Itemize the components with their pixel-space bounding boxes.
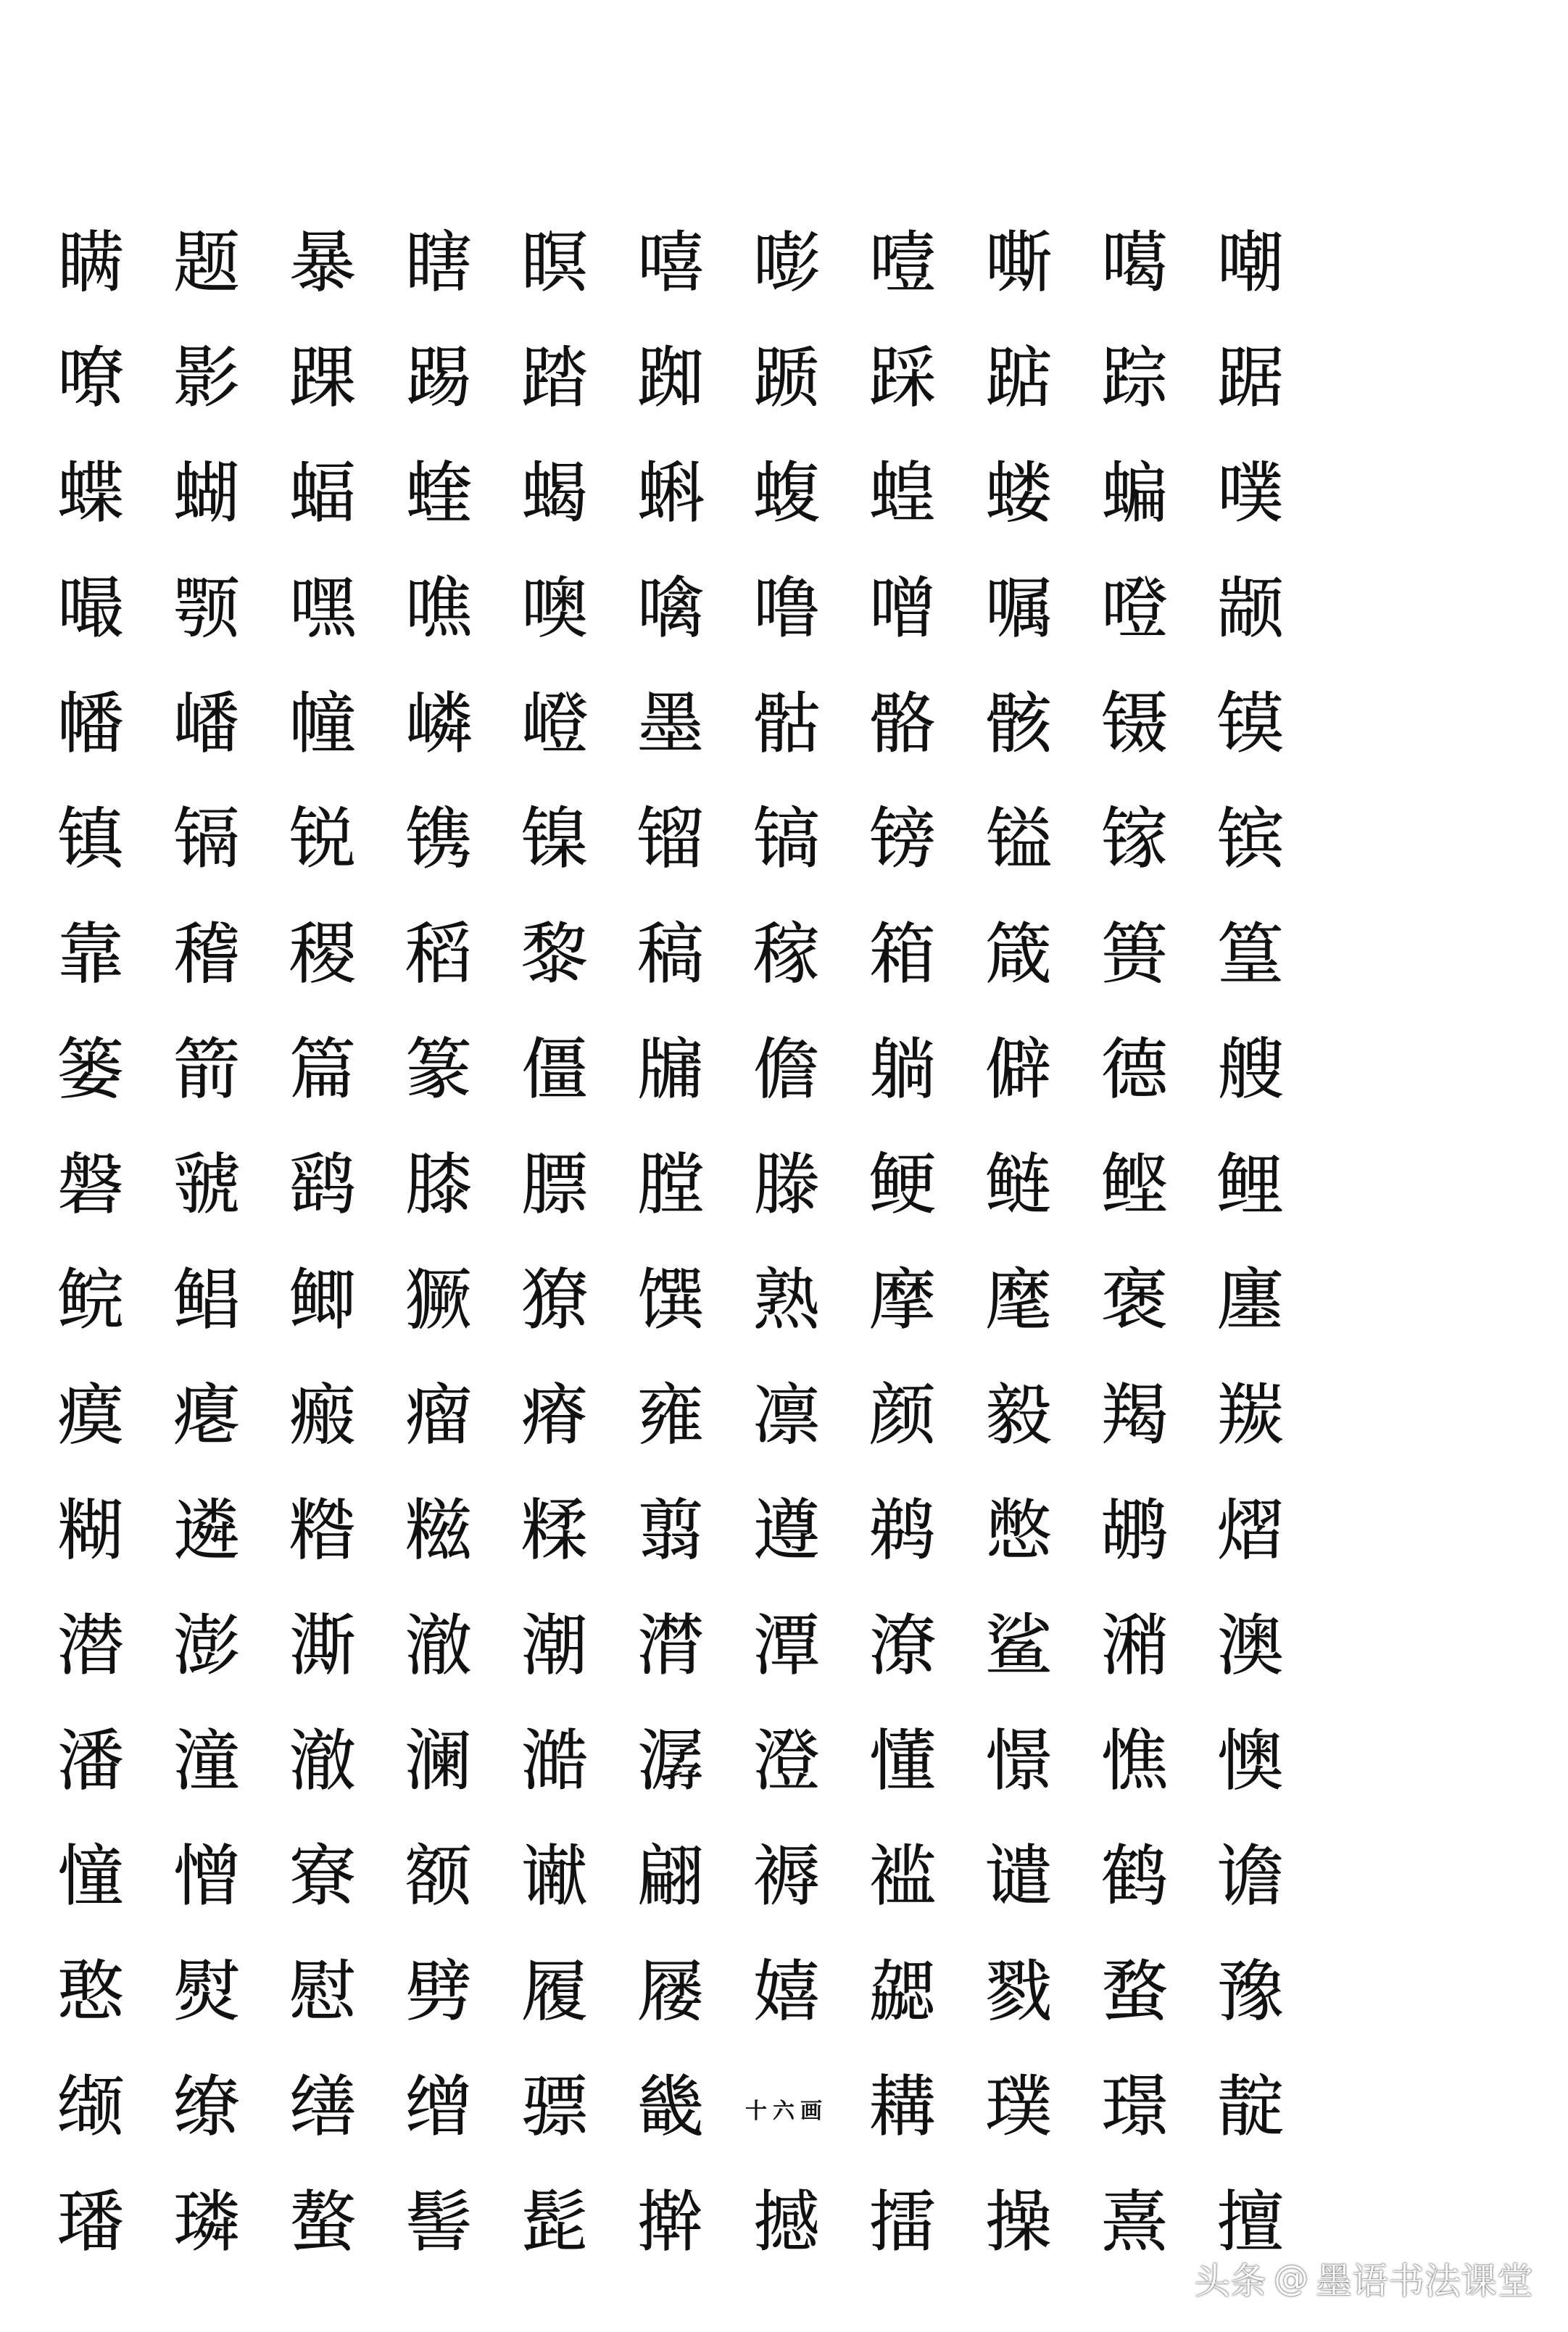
character-cell: 镍 — [520, 800, 588, 878]
character-row — [33, 1127, 1308, 1242]
character-cell: 屦 — [636, 1952, 704, 2030]
watermark-prefix: 头条 — [1194, 2260, 1266, 2302]
character-cell: 踮 — [984, 339, 1052, 417]
character-cell: 鲳 — [173, 1261, 240, 1339]
character-cell: 璠 — [57, 2183, 124, 2261]
character-cell: 糌 — [289, 1491, 356, 1569]
character-cell: 擀 — [636, 2183, 704, 2261]
character-cell: 蝮 — [752, 454, 820, 532]
character-cell: 麾 — [984, 1261, 1052, 1339]
character-cell: 摩 — [868, 1261, 936, 1339]
character-cell: 澎 — [173, 1606, 240, 1685]
character-cell: 潺 — [636, 1722, 704, 1800]
character-cell: 褒 — [1100, 1261, 1168, 1339]
character-cell: 澜 — [405, 1722, 472, 1800]
character-cell: 题 — [173, 223, 240, 302]
character-cell: 踢 — [405, 339, 472, 417]
character-cell: 篇 — [289, 1030, 356, 1108]
character-cell: 踪 — [1100, 339, 1168, 417]
character-row — [33, 551, 1308, 666]
character-cell: 噍 — [405, 569, 472, 647]
character-cell: 骸 — [984, 684, 1052, 763]
character-cell: 凛 — [752, 1376, 820, 1454]
watermark-account: 墨语书法课堂 — [1316, 2260, 1533, 2302]
character-row — [33, 666, 1308, 781]
character-row — [33, 1819, 1308, 1934]
character-cell: 黎 — [520, 915, 588, 993]
character-cell: 羰 — [1216, 1376, 1284, 1454]
character-cell: 僵 — [520, 1030, 588, 1108]
character-cell: 瘢 — [289, 1376, 356, 1454]
character-cell: 鹈 — [868, 1491, 936, 1569]
character-row — [33, 1473, 1308, 1588]
character-cell: 镏 — [636, 800, 704, 878]
character-cell: 镐 — [752, 800, 820, 878]
character-cell: 镓 — [1100, 800, 1168, 878]
character-cell: 懊 — [1216, 1722, 1284, 1800]
character-row — [33, 1012, 1308, 1127]
character-cell: 澈 — [289, 1722, 356, 1800]
character-cell: 踝 — [289, 339, 356, 417]
character-cell: 膛 — [636, 1145, 704, 1224]
character-cell: 戮 — [984, 1952, 1052, 2030]
character-cell: 嘹 — [57, 339, 124, 417]
character-cell: 篑 — [1100, 915, 1168, 993]
character-cell: 稻 — [405, 915, 472, 993]
character-cell: 嘭 — [752, 223, 820, 302]
character-cell: 噢 — [520, 569, 588, 647]
character-row — [33, 1358, 1308, 1473]
character-cell: 篓 — [57, 1030, 124, 1108]
character-cell: 锐 — [289, 800, 356, 878]
character-cell: 镔 — [1216, 800, 1284, 878]
character-cell: 嘻 — [636, 223, 704, 302]
character-cell: 憔 — [1100, 1722, 1168, 1800]
character-cell: 踞 — [1216, 339, 1284, 417]
character-cell: 稼 — [752, 915, 820, 993]
character-cell: 懂 — [868, 1722, 936, 1800]
character-cell: 鲠 — [868, 1145, 936, 1224]
character-cell: 骼 — [868, 684, 936, 763]
character-cell: 潲 — [1100, 1606, 1168, 1685]
character-cell: 颚 — [173, 569, 240, 647]
character-cell: 熹 — [1100, 2183, 1168, 2261]
character-cell: 瘠 — [520, 1376, 588, 1454]
character-cell: 噗 — [1216, 454, 1284, 532]
character-cell: 糅 — [520, 1491, 588, 1569]
character-cell: 磐 — [57, 1145, 124, 1224]
character-cell: 蝰 — [405, 454, 472, 532]
character-cell: 褴 — [868, 1837, 936, 1915]
character-cell: 谳 — [520, 1837, 588, 1915]
character-cell: 畿 — [636, 2067, 704, 2146]
character-cell: 寮 — [289, 1837, 356, 1915]
character-cell: 蝥 — [1100, 1952, 1168, 2030]
character-cell: 鲤 — [1216, 1145, 1284, 1224]
character-cell: 镆 — [1216, 684, 1284, 763]
character-cell: 撼 — [752, 2183, 820, 2261]
character-cell: 瘪 — [173, 1376, 240, 1454]
character-cell: 噶 — [1100, 223, 1168, 302]
character-cell: 颛 — [1216, 569, 1284, 647]
character-cell: 噔 — [1100, 569, 1168, 647]
character-cell: 影 — [173, 339, 240, 417]
character-cell: 膘 — [520, 1145, 588, 1224]
character-row — [33, 436, 1308, 551]
watermark — [1194, 2252, 1533, 2304]
character-cell: 澄 — [752, 1722, 820, 1800]
character-cell: 鹞 — [289, 1145, 356, 1224]
character-cell: 蝶 — [57, 454, 124, 532]
character-cell: 噙 — [636, 569, 704, 647]
character-cell: 嶓 — [173, 684, 240, 763]
character-cell: 箭 — [173, 1030, 240, 1108]
character-cell: 稿 — [636, 915, 704, 993]
character-cell: 耩 — [868, 2067, 936, 2146]
character-cell: 憧 — [57, 1837, 124, 1915]
character-cell: 嘱 — [984, 569, 1052, 647]
character-cell: 螯 — [289, 2183, 356, 2261]
character-cell: 勰 — [868, 1952, 936, 2030]
character-cell: 瞑 — [520, 223, 588, 302]
character-cell: 瘼 — [57, 1376, 124, 1454]
character-cell: 糍 — [405, 1491, 472, 1569]
character-cell: 瞒 — [57, 223, 124, 302]
character-cell: 蝌 — [636, 454, 704, 532]
character-cell: 噜 — [752, 569, 820, 647]
character-cell: 褥 — [752, 1837, 820, 1915]
character-row — [33, 897, 1308, 1012]
character-cell: 獗 — [405, 1261, 472, 1339]
character-cell: 澈 — [405, 1606, 472, 1685]
character-cell: 篆 — [405, 1030, 472, 1108]
character-cell: 嶙 — [405, 684, 472, 763]
character-cell: 颜 — [868, 1376, 936, 1454]
character-cell: 潭 — [752, 1606, 820, 1685]
character-cell: 馔 — [636, 1261, 704, 1339]
character-cell: 熟 — [752, 1261, 820, 1339]
character-cell: 墨 — [636, 684, 704, 763]
character-cell: 潘 — [57, 1722, 124, 1800]
watermark-at: @ — [1274, 2258, 1308, 2299]
character-cell: 儋 — [752, 1030, 820, 1108]
character-cell: 镇 — [57, 800, 124, 878]
character-cell: 谵 — [1216, 1837, 1284, 1915]
character-cell: 幢 — [289, 684, 356, 763]
character-cell: 箱 — [868, 915, 936, 993]
character-cell: 憨 — [57, 1952, 124, 2030]
character-cell: 蝼 — [984, 454, 1052, 532]
character-cell: 滕 — [752, 1145, 820, 1224]
character-cell: 遵 — [752, 1491, 820, 1569]
character-cell: 篁 — [1216, 915, 1284, 993]
character-cell: 额 — [405, 1837, 472, 1915]
character-cell: 鹕 — [1100, 1491, 1168, 1569]
character-cell: 廛 — [1216, 1261, 1284, 1339]
character-cell: 蝎 — [520, 454, 588, 532]
character-row — [33, 1934, 1308, 2049]
character-cell: 暴 — [289, 223, 356, 302]
character-cell: 德 — [1100, 1030, 1168, 1108]
character-cell: 豫 — [1216, 1952, 1284, 2030]
character-cell: 璞 — [984, 2067, 1052, 2146]
character-cell: 僻 — [984, 1030, 1052, 1108]
character-cell: 糊 — [57, 1491, 124, 1569]
character-cell: 毅 — [984, 1376, 1052, 1454]
character-cell: 缭 — [173, 2067, 240, 2146]
character-cell: 谴 — [984, 1837, 1052, 1915]
character-cell: 踩 — [868, 339, 936, 417]
character-cell: 劈 — [405, 1952, 472, 2030]
character-cell: 噌 — [868, 569, 936, 647]
character-cell: 缬 — [57, 2067, 124, 2146]
character-cell: 憬 — [984, 1722, 1052, 1800]
character-cell: 镉 — [173, 800, 240, 878]
character-cell: 缯 — [405, 2067, 472, 2146]
character-cell: 嬉 — [752, 1952, 820, 2030]
character-cell: 操 — [984, 2183, 1052, 2261]
character-cell: 獠 — [520, 1261, 588, 1339]
character-cell: 憋 — [984, 1491, 1052, 1569]
character-cell: 憎 — [173, 1837, 240, 1915]
character-cell: 镒 — [984, 800, 1052, 878]
character-cell: 擅 — [1216, 2183, 1284, 2261]
character-cell: 膝 — [405, 1145, 472, 1224]
character-cell: 蝙 — [1100, 454, 1168, 532]
character-cell: 雍 — [636, 1376, 704, 1454]
character-cell: 蝴 — [173, 454, 240, 532]
character-cell: 瞎 — [405, 223, 472, 302]
character-row — [33, 1704, 1308, 1819]
character-row — [33, 1588, 1308, 1704]
character-cell: 遴 — [173, 1491, 240, 1569]
character-cell: 翦 — [636, 1491, 704, 1569]
character-cell: 蝠 — [289, 454, 356, 532]
character-cell: 髻 — [405, 2183, 472, 2261]
character-cell: 靠 — [57, 915, 124, 993]
character-cell: 躺 — [868, 1030, 936, 1108]
character-cell: 靛 — [1216, 2067, 1284, 2146]
character-cell: 髭 — [520, 2183, 588, 2261]
character-cell: 翩 — [636, 1837, 704, 1915]
character-cell: 澔 — [520, 1722, 588, 1800]
character-cell: 嘲 — [1216, 223, 1284, 302]
character-cell: 潮 — [520, 1606, 588, 1685]
character-cell: 鲨 — [984, 1606, 1052, 1685]
character-cell: 蝗 — [868, 454, 936, 532]
character-cell: 骠 — [520, 2067, 588, 2146]
character-cell: 嶝 — [520, 684, 588, 763]
character-grid — [33, 205, 1308, 2280]
character-cell: 潼 — [173, 1722, 240, 1800]
stroke-count-label: 十六画 — [745, 2098, 828, 2124]
character-row — [33, 320, 1308, 436]
character-row — [33, 781, 1308, 897]
character-cell: 稷 — [289, 915, 356, 993]
character-cell: 嘿 — [289, 569, 356, 647]
character-cell: 踬 — [752, 339, 820, 417]
character-cell: 噎 — [868, 223, 936, 302]
character-cell: 缮 — [289, 2067, 356, 2146]
character-cell: 踏 — [520, 339, 588, 417]
character-cell: 鲢 — [984, 1145, 1052, 1224]
character-cell: 幡 — [57, 684, 124, 763]
character-cell: 擂 — [868, 2183, 936, 2261]
character-cell: 牖 — [636, 1030, 704, 1108]
character-cell: 潜 — [57, 1606, 124, 1685]
character-row — [33, 2049, 1308, 2165]
character-cell: 潦 — [868, 1606, 936, 1685]
character-cell: 羯 — [1100, 1376, 1168, 1454]
character-cell: 踟 — [636, 339, 704, 417]
character-cell: 澌 — [289, 1606, 356, 1685]
character-cell: 璘 — [173, 2183, 240, 2261]
character-cell: 嘶 — [984, 223, 1052, 302]
character-cell: 稽 — [173, 915, 240, 993]
character-cell: 熠 — [1216, 1491, 1284, 1569]
character-row — [33, 2165, 1308, 2280]
character-cell: 履 — [520, 1952, 588, 2030]
character-cell: 慰 — [289, 1952, 356, 2030]
character-cell: 虢 — [173, 1145, 240, 1224]
character-cell: 鲫 — [289, 1261, 356, 1339]
character-cell: 嘬 — [57, 569, 124, 647]
character-cell: 鲩 — [57, 1261, 124, 1339]
character-cell: 箴 — [984, 915, 1052, 993]
character-cell: 瘤 — [405, 1376, 472, 1454]
character-cell: 鹤 — [1100, 1837, 1168, 1915]
character-cell: 潸 — [636, 1606, 704, 1685]
character-cell: 镊 — [1100, 684, 1168, 763]
character-row — [33, 205, 1308, 320]
character-cell: 鲣 — [1100, 1145, 1168, 1224]
character-row — [33, 1242, 1308, 1358]
character-cell: 璟 — [1100, 2067, 1168, 2146]
character-cell: 骷 — [752, 684, 820, 763]
character-cell: 澳 — [1216, 1606, 1284, 1685]
character-cell: 镑 — [868, 800, 936, 878]
character-cell: 熨 — [173, 1952, 240, 2030]
character-cell: 镌 — [405, 800, 472, 878]
character-cell: 艘 — [1216, 1030, 1284, 1108]
